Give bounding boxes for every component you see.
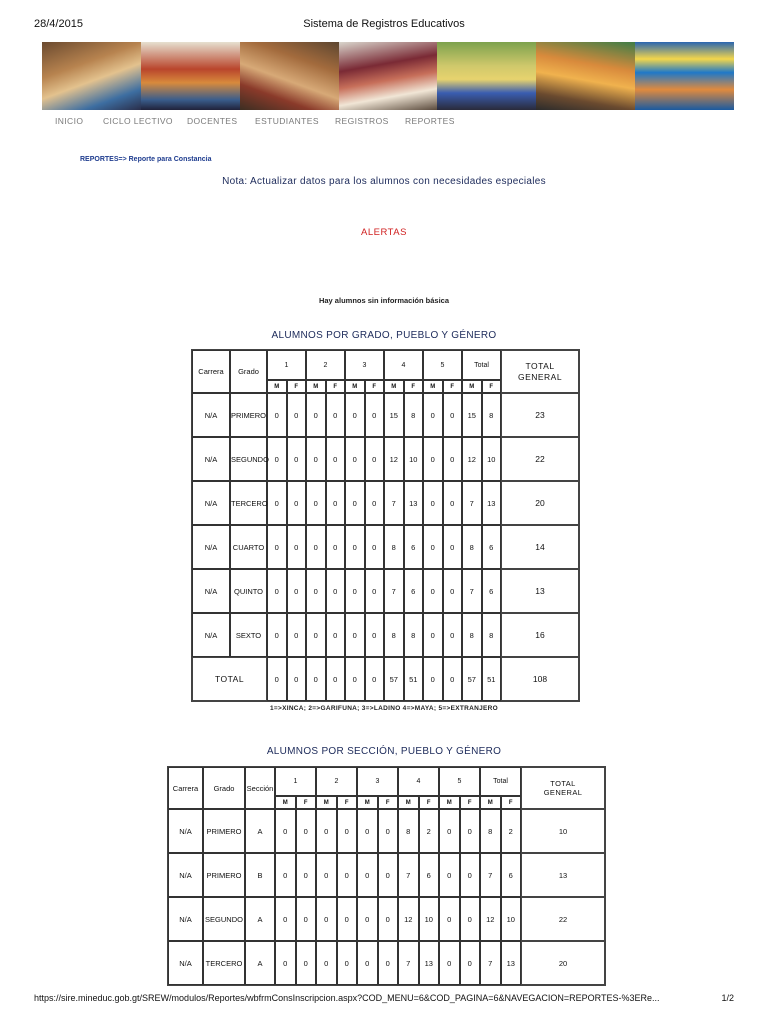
- print-header: [34, 18, 734, 32]
- header-carrera: Carrera: [192, 350, 230, 393]
- value-cell: 0: [316, 941, 337, 985]
- total-general-cell: 20: [521, 941, 605, 985]
- value-cell: 0: [345, 525, 365, 569]
- total-value-cell: 0: [287, 657, 307, 701]
- header-m: M: [384, 380, 404, 393]
- table-row: [192, 569, 579, 613]
- value-cell: 0: [443, 613, 463, 657]
- value-cell: 6: [419, 853, 440, 897]
- value-cell: 7: [462, 481, 482, 525]
- value-cell: 0: [326, 437, 346, 481]
- value-cell: 0: [326, 525, 346, 569]
- value-cell: 0: [306, 437, 326, 481]
- header-grado: Grado: [203, 767, 245, 809]
- value-cell: 2: [501, 809, 522, 853]
- nav-reportes[interactable]: REPORTES: [405, 116, 455, 126]
- nav-ciclo-lectivo[interactable]: CICLO LECTIVO: [103, 116, 173, 126]
- banner-photo: [141, 42, 240, 110]
- header-f: F: [337, 796, 358, 809]
- carrera-cell: N/A: [192, 525, 230, 569]
- grado-cell: QUINTO: [230, 569, 267, 613]
- header-total-general: [501, 350, 579, 393]
- header-total-general-line1: TOTAL: [525, 361, 555, 372]
- header-m: M: [480, 796, 501, 809]
- value-cell: 0: [337, 853, 358, 897]
- value-cell: 0: [423, 437, 443, 481]
- value-cell: 0: [287, 569, 307, 613]
- value-cell: 0: [296, 897, 317, 941]
- total-value-cell: 0: [423, 657, 443, 701]
- value-cell: 0: [365, 569, 385, 613]
- grado-cell: SEXTO: [230, 613, 267, 657]
- total-general-cell: 20: [501, 481, 579, 525]
- total-value-cell: 0: [326, 657, 346, 701]
- total-value-cell: 51: [404, 657, 424, 701]
- total-value-cell: 0: [306, 657, 326, 701]
- header-total-general-line1: TOTAL: [550, 779, 576, 788]
- value-cell: 13: [419, 941, 440, 985]
- value-cell: 0: [275, 897, 296, 941]
- value-cell: 0: [345, 569, 365, 613]
- total-label: TOTAL: [192, 657, 267, 701]
- header-m: M: [439, 796, 460, 809]
- header-pueblo-2: 2: [306, 350, 345, 380]
- header-f: F: [287, 380, 307, 393]
- total-general-cell: 22: [521, 897, 605, 941]
- value-cell: 0: [267, 437, 287, 481]
- header-pueblo-5: 5: [423, 350, 462, 380]
- value-cell: 6: [404, 525, 424, 569]
- value-cell: 0: [443, 437, 463, 481]
- value-cell: 0: [357, 897, 378, 941]
- value-cell: 0: [365, 481, 385, 525]
- table-row: [168, 809, 605, 853]
- banner-photo: [437, 42, 536, 110]
- value-cell: 0: [316, 809, 337, 853]
- value-cell: 0: [357, 941, 378, 985]
- seccion-cell: A: [245, 897, 275, 941]
- value-cell: 0: [443, 525, 463, 569]
- total-value-cell: 0: [267, 657, 287, 701]
- header-f: F: [296, 796, 317, 809]
- grado-cell: TERCERO: [230, 481, 267, 525]
- header-f: F: [419, 796, 440, 809]
- banner-photo: [635, 42, 734, 110]
- value-cell: 0: [345, 393, 365, 437]
- value-cell: 7: [384, 569, 404, 613]
- value-cell: 13: [404, 481, 424, 525]
- value-cell: 8: [384, 525, 404, 569]
- value-cell: 10: [501, 897, 522, 941]
- print-footer: [34, 993, 734, 1007]
- header-pueblo-3: 3: [357, 767, 398, 796]
- value-cell: 0: [439, 809, 460, 853]
- total-value-cell: 57: [384, 657, 404, 701]
- nav-estudiantes[interactable]: ESTUDIANTES: [255, 116, 319, 126]
- table2-title: ALUMNOS POR SECCIÓN, PUEBLO Y GÉNERO: [266, 746, 502, 757]
- nav-inicio[interactable]: INICIO: [55, 116, 84, 126]
- carrera-cell: N/A: [168, 853, 203, 897]
- value-cell: 0: [423, 613, 443, 657]
- total-row: [192, 657, 579, 701]
- seccion-cell: B: [245, 853, 275, 897]
- carrera-cell: N/A: [168, 809, 203, 853]
- value-cell: 0: [439, 853, 460, 897]
- value-cell: 8: [482, 613, 502, 657]
- header-carrera: Carrera: [168, 767, 203, 809]
- header-m: M: [316, 796, 337, 809]
- value-cell: 6: [404, 569, 424, 613]
- header-f: F: [482, 380, 502, 393]
- header-f: F: [460, 796, 481, 809]
- grado-cell: PRIMERO: [230, 393, 267, 437]
- value-cell: 0: [267, 613, 287, 657]
- value-cell: 0: [443, 569, 463, 613]
- value-cell: 13: [501, 941, 522, 985]
- value-cell: 8: [462, 525, 482, 569]
- value-cell: 0: [423, 525, 443, 569]
- value-cell: 0: [365, 437, 385, 481]
- carrera-cell: N/A: [168, 941, 203, 985]
- value-cell: 0: [423, 393, 443, 437]
- value-cell: 8: [462, 613, 482, 657]
- carrera-cell: N/A: [192, 437, 230, 481]
- value-cell: 0: [306, 613, 326, 657]
- header-pueblo-4: 4: [384, 350, 423, 380]
- value-cell: 0: [337, 809, 358, 853]
- banner-photo: [42, 42, 141, 110]
- value-cell: 0: [337, 897, 358, 941]
- value-cell: 8: [398, 809, 419, 853]
- banner-photo: [339, 42, 438, 110]
- table-row: [192, 525, 579, 569]
- print-title: Sistema de Registros Educativos: [303, 18, 465, 30]
- value-cell: 7: [398, 853, 419, 897]
- value-cell: 6: [482, 569, 502, 613]
- value-cell: 0: [287, 437, 307, 481]
- total-general-cell: 13: [521, 853, 605, 897]
- table1-title: ALUMNOS POR GRADO, PUEBLO Y GÉNERO: [271, 330, 497, 341]
- header-banner: [42, 42, 734, 110]
- value-cell: 0: [287, 393, 307, 437]
- header-m: M: [462, 380, 482, 393]
- header-total: Total: [480, 767, 521, 796]
- value-cell: 8: [480, 809, 501, 853]
- main-nav: [55, 116, 465, 126]
- total-general-cell: 23: [501, 393, 579, 437]
- header-m: M: [345, 380, 365, 393]
- value-cell: 0: [345, 481, 365, 525]
- header-f: F: [326, 380, 346, 393]
- grado-cell: CUARTO: [230, 525, 267, 569]
- header-grado: Grado: [230, 350, 267, 393]
- page-url: https://sire.mineduc.gob.gt/SREW/modulos/Reportes/wbfrmConsInscripcion.aspx?COD_MENU=6&COD_PAGINA=6&NAVEGACION=REPORTES-%3ERe...: [34, 993, 660, 1003]
- table-row: [192, 613, 579, 657]
- table-row: [168, 941, 605, 985]
- pueblo-legend: 1=>XINCA; 2=>GARIFUNA; 3=>LADINO 4=>MAYA; 5=>EXTRANJERO: [269, 705, 499, 712]
- value-cell: 0: [296, 809, 317, 853]
- header-total-general-line2: GENERAL: [517, 371, 563, 382]
- total-general-cell: 10: [521, 809, 605, 853]
- value-cell: 0: [460, 941, 481, 985]
- header-f: F: [404, 380, 424, 393]
- value-cell: 0: [267, 481, 287, 525]
- banner-photo: [240, 42, 339, 110]
- value-cell: 0: [378, 853, 399, 897]
- header-pueblo-2: 2: [316, 767, 357, 796]
- value-cell: 0: [296, 853, 317, 897]
- total-value-cell: 0: [345, 657, 365, 701]
- value-cell: 0: [287, 613, 307, 657]
- total-value-cell: 0: [365, 657, 385, 701]
- carrera-cell: N/A: [192, 393, 230, 437]
- header-total-general-line2: GENERAL: [543, 788, 583, 797]
- value-cell: 0: [267, 393, 287, 437]
- value-cell: 0: [443, 481, 463, 525]
- value-cell: 0: [460, 809, 481, 853]
- total-value-cell: 0: [443, 657, 463, 701]
- table-row: [192, 481, 579, 525]
- value-cell: 10: [419, 897, 440, 941]
- value-cell: 0: [357, 853, 378, 897]
- value-cell: 0: [326, 481, 346, 525]
- print-date: 28/4/2015: [34, 18, 83, 30]
- grado-cell: PRIMERO: [203, 809, 245, 853]
- grado-cell: TERCERO: [203, 941, 245, 985]
- table-row: [192, 393, 579, 437]
- value-cell: 15: [384, 393, 404, 437]
- total-general-cell: 22: [501, 437, 579, 481]
- header-pueblo-1: 1: [275, 767, 316, 796]
- alerts-title: ALERTAS: [361, 227, 407, 238]
- value-cell: 8: [482, 393, 502, 437]
- nav-registros[interactable]: REGISTROS: [335, 116, 389, 126]
- header-f: F: [365, 380, 385, 393]
- value-cell: 0: [275, 853, 296, 897]
- header-m: M: [267, 380, 287, 393]
- value-cell: 0: [326, 569, 346, 613]
- carrera-cell: N/A: [192, 613, 230, 657]
- value-cell: 0: [267, 525, 287, 569]
- header-f: F: [378, 796, 399, 809]
- value-cell: 6: [482, 525, 502, 569]
- value-cell: 12: [480, 897, 501, 941]
- value-cell: 13: [482, 481, 502, 525]
- value-cell: 0: [306, 393, 326, 437]
- header-m: M: [306, 380, 326, 393]
- total-value-cell: 51: [482, 657, 502, 701]
- breadcrumb[interactable]: REPORTES=> Reporte para Constancia: [80, 156, 212, 163]
- carrera-cell: N/A: [192, 569, 230, 613]
- header-m: M: [275, 796, 296, 809]
- value-cell: 7: [398, 941, 419, 985]
- value-cell: 0: [306, 569, 326, 613]
- header-total: Total: [462, 350, 501, 380]
- carrera-cell: N/A: [168, 897, 203, 941]
- section-table: [167, 766, 606, 986]
- value-cell: 0: [357, 809, 378, 853]
- seccion-cell: A: [245, 809, 275, 853]
- grado-cell: SEGUNDO: [230, 437, 267, 481]
- value-cell: 6: [501, 853, 522, 897]
- update-note: Nota: Actualizar datos para los alumnos con necesidades especiales: [222, 176, 546, 187]
- value-cell: 7: [384, 481, 404, 525]
- value-cell: 15: [462, 393, 482, 437]
- value-cell: 2: [419, 809, 440, 853]
- header-m: M: [357, 796, 378, 809]
- value-cell: 0: [267, 569, 287, 613]
- table-row: [192, 437, 579, 481]
- header-pueblo-5: 5: [439, 767, 480, 796]
- grade-table: [191, 349, 580, 702]
- total-general-cell: 13: [501, 569, 579, 613]
- table-row: [168, 853, 605, 897]
- value-cell: 0: [460, 897, 481, 941]
- header-seccion: Sección: [245, 767, 275, 809]
- banner-photo: [536, 42, 635, 110]
- value-cell: 10: [404, 437, 424, 481]
- header-f: F: [443, 380, 463, 393]
- value-cell: 0: [275, 941, 296, 985]
- value-cell: 7: [480, 853, 501, 897]
- total-value-cell: 57: [462, 657, 482, 701]
- grand-total-cell: 108: [501, 657, 579, 701]
- header-pueblo-1: 1: [267, 350, 306, 380]
- header-total-general: [521, 767, 605, 809]
- value-cell: 0: [306, 525, 326, 569]
- value-cell: 0: [345, 437, 365, 481]
- value-cell: 0: [326, 393, 346, 437]
- value-cell: 0: [316, 853, 337, 897]
- value-cell: 0: [326, 613, 346, 657]
- total-general-cell: 16: [501, 613, 579, 657]
- value-cell: 0: [275, 809, 296, 853]
- seccion-cell: A: [245, 941, 275, 985]
- header-pueblo-4: 4: [398, 767, 439, 796]
- value-cell: 8: [404, 613, 424, 657]
- value-cell: 7: [462, 569, 482, 613]
- value-cell: 0: [287, 481, 307, 525]
- value-cell: 0: [365, 393, 385, 437]
- header-f: F: [501, 796, 522, 809]
- value-cell: 8: [404, 393, 424, 437]
- value-cell: 0: [423, 569, 443, 613]
- value-cell: 0: [443, 393, 463, 437]
- value-cell: 0: [423, 481, 443, 525]
- page-number: 1/2: [721, 993, 734, 1003]
- value-cell: 0: [439, 897, 460, 941]
- value-cell: 12: [398, 897, 419, 941]
- info-message: Hay alumnos sin información básica: [318, 296, 450, 305]
- value-cell: 0: [287, 525, 307, 569]
- total-general-cell: 14: [501, 525, 579, 569]
- header-m: M: [423, 380, 443, 393]
- value-cell: 0: [378, 897, 399, 941]
- value-cell: 0: [316, 897, 337, 941]
- value-cell: 0: [439, 941, 460, 985]
- value-cell: 0: [337, 941, 358, 985]
- table-row: [168, 897, 605, 941]
- value-cell: 0: [378, 941, 399, 985]
- grado-cell: PRIMERO: [203, 853, 245, 897]
- value-cell: 12: [462, 437, 482, 481]
- header-pueblo-3: 3: [345, 350, 384, 380]
- value-cell: 8: [384, 613, 404, 657]
- nav-docentes[interactable]: DOCENTES: [187, 116, 238, 126]
- value-cell: 0: [378, 809, 399, 853]
- value-cell: 7: [480, 941, 501, 985]
- value-cell: 0: [365, 525, 385, 569]
- value-cell: 0: [365, 613, 385, 657]
- header-m: M: [398, 796, 419, 809]
- value-cell: 12: [384, 437, 404, 481]
- value-cell: 0: [306, 481, 326, 525]
- grado-cell: SEGUNDO: [203, 897, 245, 941]
- value-cell: 0: [345, 613, 365, 657]
- value-cell: 0: [460, 853, 481, 897]
- carrera-cell: N/A: [192, 481, 230, 525]
- value-cell: 0: [296, 941, 317, 985]
- value-cell: 10: [482, 437, 502, 481]
